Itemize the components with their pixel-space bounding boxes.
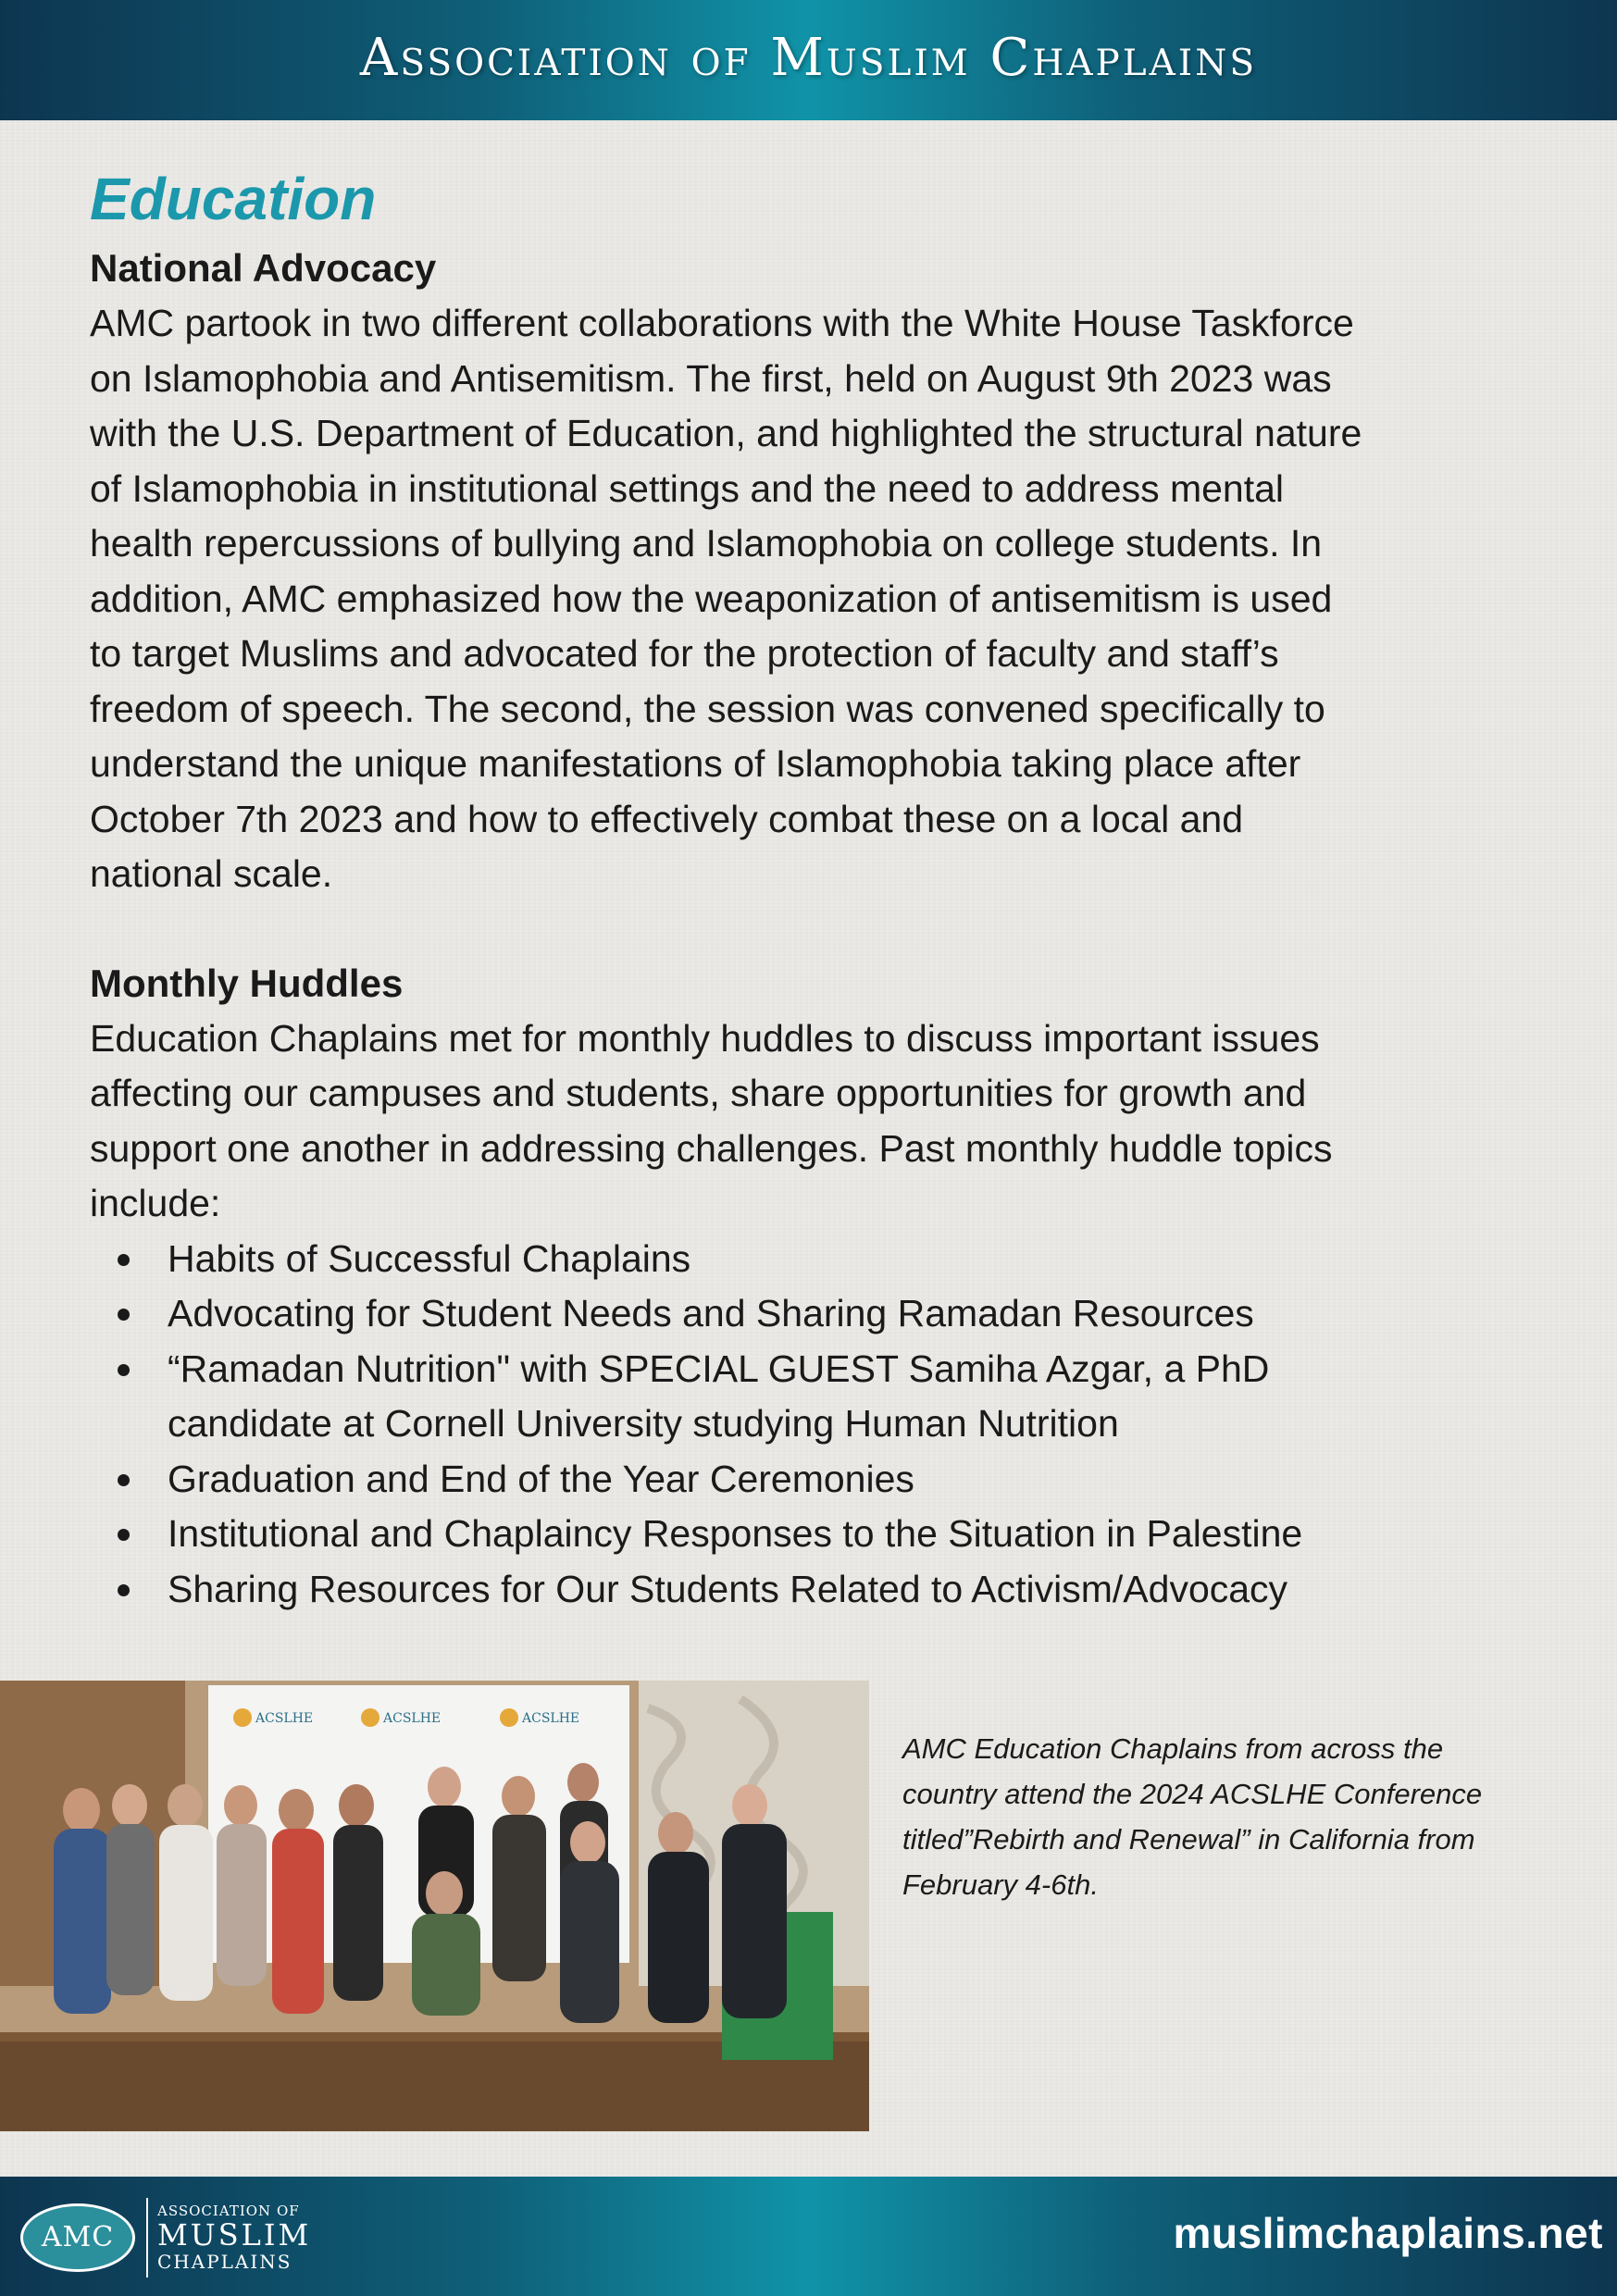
logo-line-1: ASSOCIATION OF [157, 2202, 300, 2219]
page-header [0, 0, 1617, 120]
logo-wordmark [157, 2204, 311, 2271]
amc-logo [20, 2193, 311, 2281]
list-item [118, 1452, 1534, 1508]
logo-line-2: MUSLIM [157, 2216, 312, 2253]
national-advocacy-body: AMC partook in two different collaborations with the White House Taskforce on Islamophobia and Antisemitism. The first, held on August 9th 2023 was with the U.S. Department of Education, and highlighted the structural nature of Islamophobia in institutional settings and the need to address mental health repercussions of bullying and Islamophobia on college students. In addition, AMC emphasized how the weaponization of antisemitism is used to target Muslims and advocated for the protection of faculty and staff’s freedom of speech. The second, the session was convened specifically to understand the unique manifestations of Islamophobia taking place after October 7th 2023 and how to effectively combat these on a local and national scale. [90, 302, 1362, 895]
group-photo-illustration [0, 1681, 869, 2131]
group-photo [0, 1681, 869, 2131]
main-content [90, 157, 1534, 1617]
bullet-icon [118, 1254, 130, 1266]
topic-text: “Ramadan Nutrition" with SPECIAL GUEST Samiha Azgar, a PhD candidate at Cornell University studying Human Nutrition [168, 1347, 1270, 1445]
photo-caption: AMC Education Chaplains from across the country attend the 2024 ACSLHE Conference titled”Rebirth and Renewal” in California from February 4-6th. [902, 1732, 1483, 1901]
banner-text: ACSLHE [383, 1711, 442, 1726]
logo-divider [146, 2198, 148, 2277]
section-title: Education [90, 166, 377, 232]
huddle-topics-list [90, 1232, 1534, 1618]
header-title: Association of Muslim Chaplains [359, 27, 1258, 88]
bullet-icon [118, 1309, 130, 1321]
topic-text: Sharing Resources for Our Students Related to Activism/Advocacy [168, 1567, 1288, 1610]
bullet-icon [118, 1474, 130, 1486]
topic-text: Institutional and Chaplaincy Responses to the Situation in Palestine [168, 1512, 1303, 1555]
list-item [118, 1507, 1534, 1562]
banner-text: ACSLHE [522, 1711, 580, 1726]
page-footer [0, 2177, 1617, 2296]
logo-line-3: CHAPLAINS [157, 2250, 292, 2273]
bullet-icon [118, 1584, 130, 1596]
list-item [118, 1562, 1534, 1618]
website-link[interactable]: muslimchaplains.net [1173, 2209, 1603, 2257]
topic-text: Graduation and End of the Year Ceremonies [168, 1457, 914, 1500]
section-spacer [90, 902, 1534, 956]
list-item [118, 1232, 1534, 1287]
monthly-huddles-body: Education Chaplains met for monthly huddles to discuss important issues affecting our campuses and students, share opportunities for growth and support one another in addressing challenges. Past monthly huddle topics include: [90, 1016, 1333, 1224]
banner-text: ACSLHE [255, 1711, 314, 1726]
bullet-icon [118, 1529, 130, 1541]
list-item [118, 1342, 1534, 1452]
topic-text: Advocating for Student Needs and Sharing Ramadan Resources [168, 1292, 1254, 1334]
bullet-icon [118, 1364, 130, 1376]
topic-text: Habits of Successful Chaplains [168, 1236, 691, 1280]
monthly-huddles-heading: Monthly Huddles [90, 961, 404, 1005]
national-advocacy-heading: National Advocacy [90, 246, 437, 290]
list-item [118, 1286, 1534, 1342]
logo-badge: AMC [20, 2203, 135, 2272]
